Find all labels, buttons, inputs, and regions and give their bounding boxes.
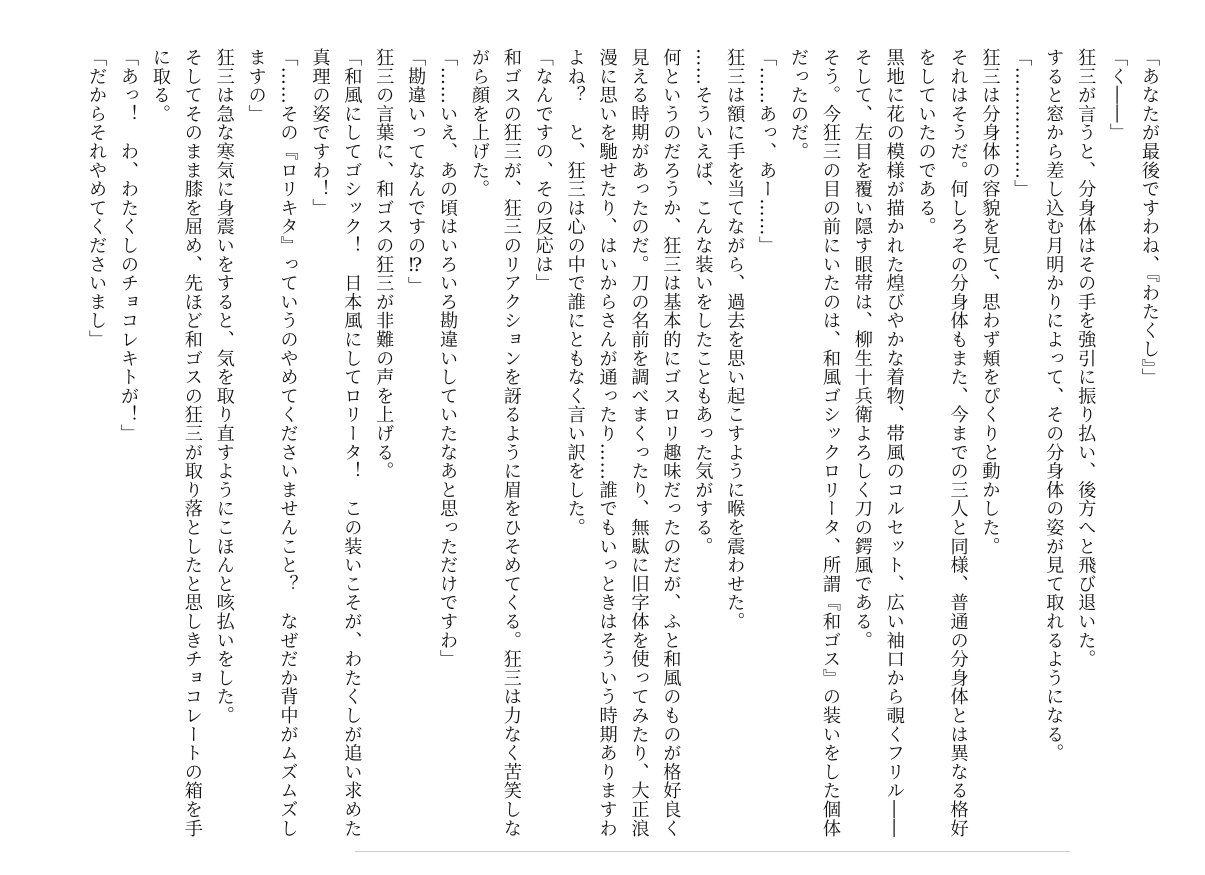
vertical-text-block — [40, 48, 1165, 848]
line-6: 狂三は分身体の容貌を見て、思わず頬をぴくりと動かした。 — [979, 48, 1001, 556]
line-15: 和ゴスの狂三が、狂三のリアクションを訝るように眉をひそめてくる。狂三は力なく苦笑しながら顔を上げた。 — [468, 48, 522, 838]
line-22: そしてそのまま膝を屈め、先ほど和ゴスの狂三が取り落としたと思しきチョコレートの箱を手に取る。 — [149, 48, 203, 838]
line-8: 黒地に花の模様が描かれた煌びやかな着物、帯風のコルセット、広い袖口から覗くフリル――そして、左目を覆い隠す眼帯は、柳生十兵衛よろしく刀の鍔風である。 — [851, 48, 905, 838]
line-11: 狂三は額に手を当てながら、過去を思い起こすように喉を震わせた。 — [724, 48, 746, 631]
line-16: 「……いえ、あの頃はいろいろ勘違いしていたなあと思っただけですわ」 — [437, 48, 459, 669]
line-10: 「……あっ、あー……」 — [756, 48, 778, 255]
line-17: 「勘違いってなんですの⁉」 — [405, 48, 427, 296]
line-7: それはそうだ。何しろその分身体もまた、今までの三人と同様、普通の分身体とは異なる格好をしていたのである。 — [915, 48, 969, 838]
line-21: 狂三は急な寒気に身震いをすると、気を取り直すようにこほんと咳払いをした。 — [213, 48, 235, 725]
line-18: 狂三の言葉に、和ゴスの狂三が非難の声を上げる。 — [373, 48, 395, 481]
line-19: 「和風にしてゴシック！ 日本風にしてロリータ！ この装いこそが、わたくしが追い求めた真理の姿ですわ！」 — [309, 48, 363, 838]
line-5: 「………………」 — [1011, 48, 1033, 199]
line-23: 「あっ！ わ、わたくしのチョコレキトが！」 — [118, 48, 139, 443]
line-13: 何というのだろうか、狂三は基本的にゴスロリ趣味だったのだが、ふと和風のものが格好良く見える時期があったのだ。刀の名前を調べまくったり、無駄に旧字体を使ってみたり、大正浪漫に思いを馳せたり、はいからさんが通ったり……誰でもいっときはそういう時期ありますわよね？ と、狂三は心の中で誰にともなく言い訳をした。 — [564, 48, 682, 838]
line-3: 狂三が言うと、分身体はその手を強引に振り払い、後方へと飛び退いた。 — [1075, 48, 1097, 669]
line-20: 「……その『ロリキタ』っていうのやめてくださいませんこと？ なぜだか背中がムズムズしますの」 — [245, 48, 299, 838]
line-12: ……そういえば、こんな装いをしたこともあった気がする。 — [692, 48, 714, 556]
bottom-divider — [355, 851, 1070, 852]
line-4: すると窓から差し込む月明かりによって、その分身体の姿が見て取れるようになる。 — [1043, 48, 1065, 763]
line-14: 「なんですの、その反応は」 — [532, 48, 554, 293]
line-24: 「だからそれやめてくださいまし」 — [86, 48, 108, 349]
line-1: 「あなたが最後ですわね、『わたくし』」 — [1139, 48, 1160, 387]
line-2: 「く――」 — [1107, 48, 1129, 142]
line-9: そう。今狂三の目の前にいたのは、和風ゴシックロリータ、所謂『和ゴス』の装いをした個体だったのだ。 — [788, 48, 841, 838]
